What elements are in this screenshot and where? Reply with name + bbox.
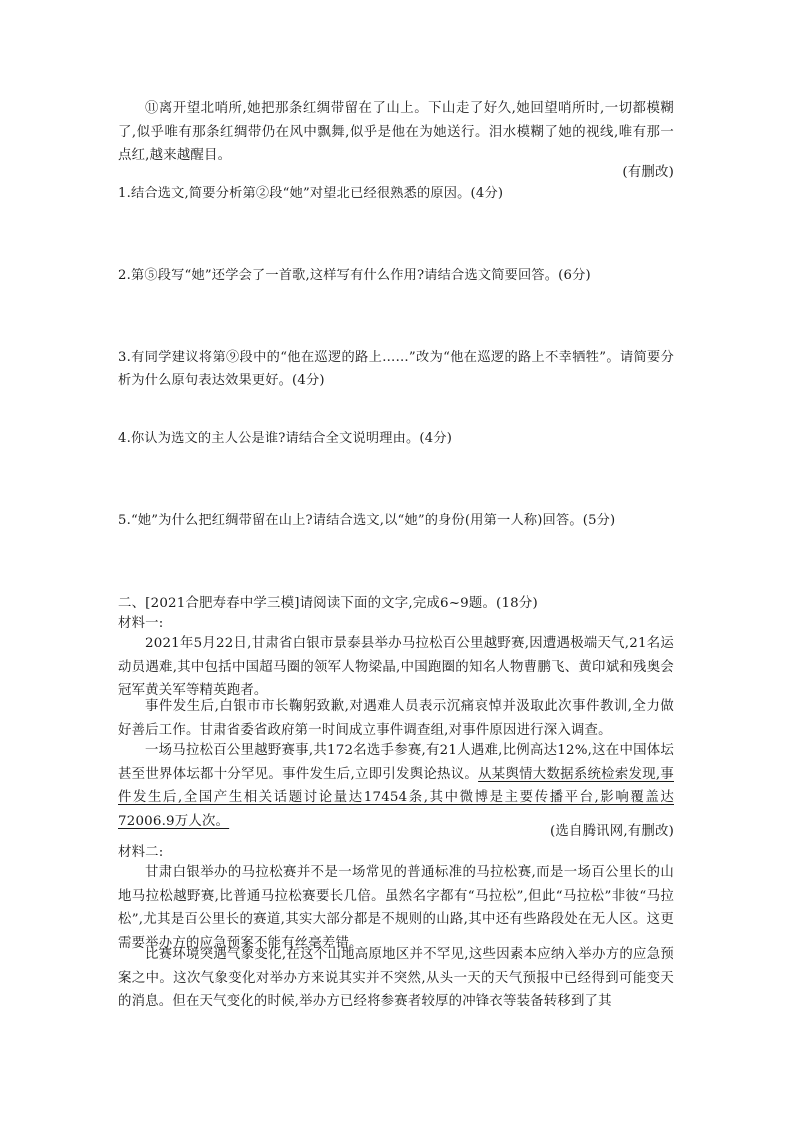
material-1-source: (选自腾讯网,有删改) (549, 824, 674, 839)
passage-paragraph-11: ⑪离开望北哨所,她把那条红绸带留在了山上。下山走了好久,她回望哨所时,一切都模糊了,似乎唯有那条红绸带仍在风中飘舞,似乎是他在为她送行。泪水模糊了她的视线,唯有那一点红,越来越醒目。 (118, 101, 674, 163)
question-3: 3.有同学建议将第⑨段中的“他在巡逻的路上……”改为“他在巡逻的路上不幸牺牲”。请简要分析为什么原句表达效果更好。(4分) (118, 350, 674, 388)
question-1: 1.结合选文,简要分析第②段“她”对望北已经很熟悉的原因。(4分) (118, 186, 504, 201)
material-1-paragraph-1: 2021年5月22日,甘肃省白银市景泰县举办马拉松百公里越野赛,因遭遇极端天气,21名运动员遇难,其中包括中国超马圈的领军人物梁晶,中国跑圈的知名人物曹鹏飞、黄印斌和残奥会冠军黄关军等精英跑者。 (118, 636, 674, 698)
question-5: 5.“她”为什么把红绸带留在山上?请结合选文,以“她”的身份(用第一人称)回答。(5分) (118, 513, 616, 528)
material-2-label: 材料二: (118, 845, 164, 860)
passage-source-note: (有删改) (622, 165, 674, 180)
question-4: 4.你认为选文的主人公是谁?请结合全文说明理由。(4分) (118, 431, 453, 446)
material-2-paragraph-1: 甘肃白银举办的马拉松赛并不是一场常见的普通标准的马拉松赛,而是一场百公里长的山地马拉松越野赛,比普通马拉松赛要长几倍。虽然名字都有“马拉松”,但此“马拉松”非彼“马拉松”,尤其是百公里长的赛道,其实大部分都是不规则的山路,其中还有些路段处在无人区。这更需要举办方的应急预案不能有丝毫差错。 (118, 865, 674, 951)
material-1-paragraph-3 (118, 739, 674, 833)
material-1-underlined-statistics: 从某舆情大数据系统检索发现,事件发生后,全国产生相关话题讨论量达17454条,其中微博是主要传播平台,影响覆盖达72006.9万人次。 (118, 766, 674, 829)
material-2-paragraph-2: 比赛环境突遇气象变化,在这个山地高原地区并不罕见,这些因素本应纳入举办方的应急预案之中。这次气象变化对举办方来说其实并不突然,从头一天的天气预报中已经得到可能变天的消息。但在天气变化的时候,举办方已经将参赛者较厚的冲锋衣等装备转移到了其 (118, 947, 674, 1009)
material-1-paragraph-2: 事件发生后,白银市市长鞠躬致歉,对遇难人员表示沉痛哀悼并汲取此次事件教训,全力做好善后工作。甘肃省委省政府第一时间成立事件调查组,对事件原因进行深入调查。 (118, 699, 674, 738)
material-1-paragraph-3-text: 一场马拉松百公里越野赛事,共172名选手参赛,有21人遇难,比例高达12%,这在中国体坛甚至世界体坛都十分罕见。事件发生后,立即引发舆论热议。 (118, 743, 674, 782)
question-2: 2.第⑤段写“她”还学会了一首歌,这样写有什么作用?请结合选文简要回答。(6分) (118, 268, 591, 283)
material-1-label: 材料一: (118, 616, 164, 631)
section-2-heading: 二、[2021合肥寿春中学三模]请阅读下面的文字,完成6~9题。(18分) (118, 596, 538, 611)
